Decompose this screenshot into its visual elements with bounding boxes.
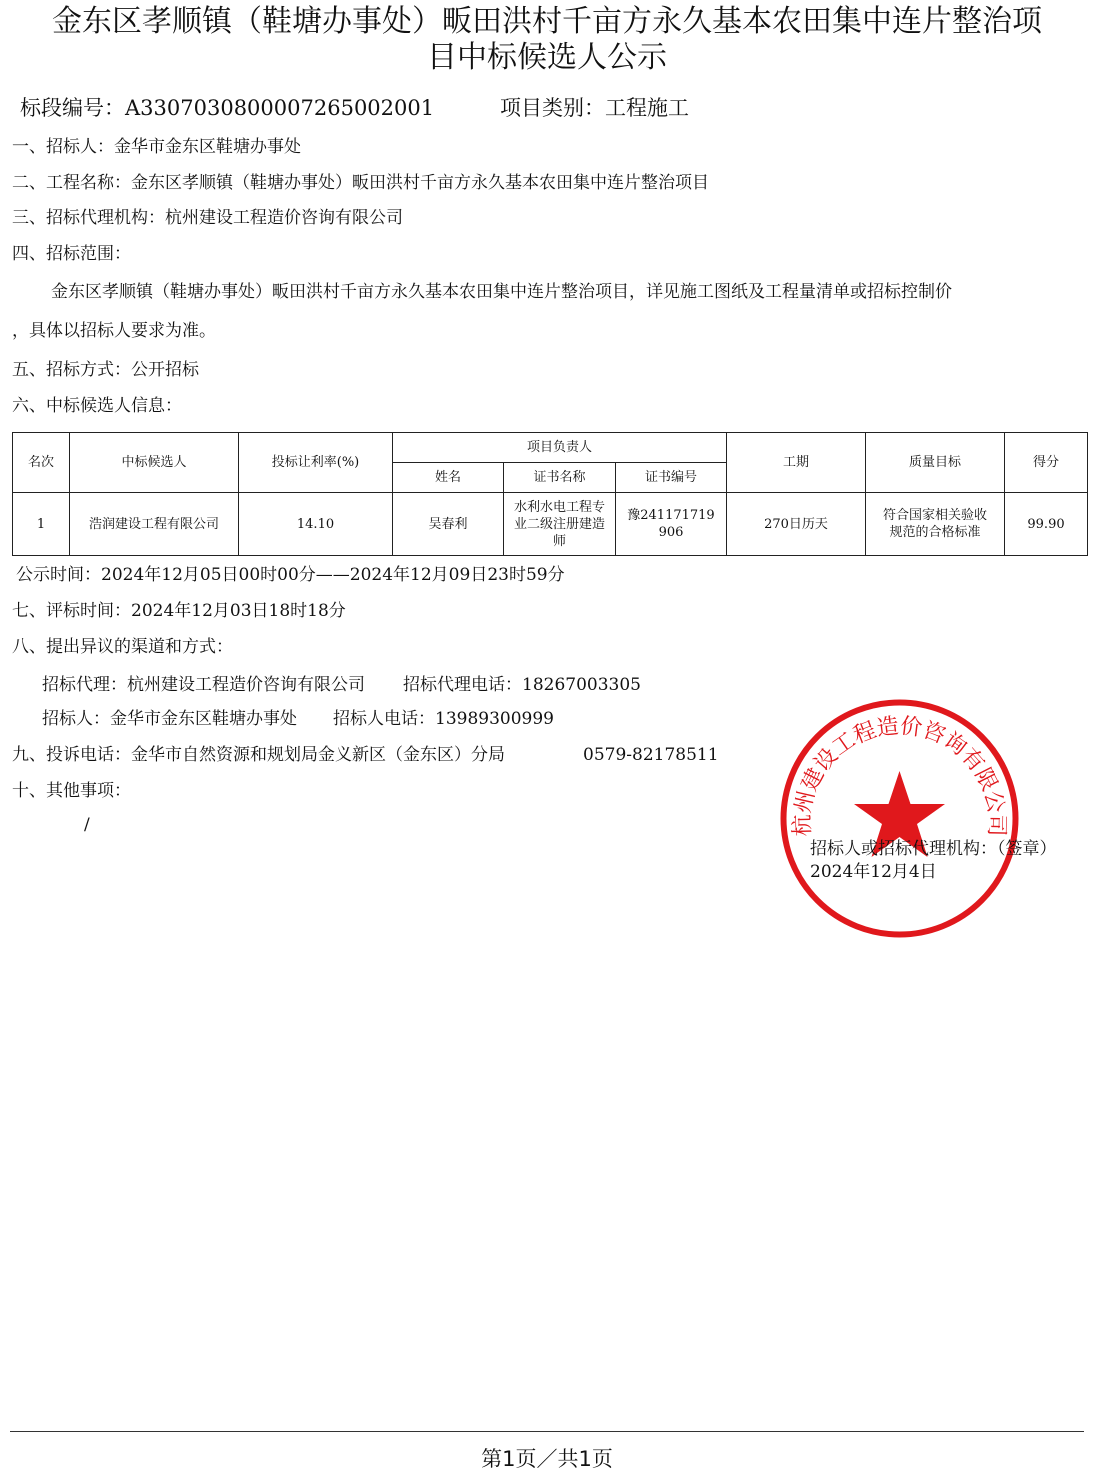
candidate-table [12, 432, 1088, 556]
header-period: 工期 [727, 433, 866, 493]
item-complaint [12, 744, 719, 766]
header-quality: 质量目标 [866, 433, 1005, 493]
tenderer-phone: 招标人电话：13989300999 [333, 709, 554, 729]
scope-text-line-2: ，具体以招标人要求为准。 [12, 321, 216, 341]
cell-quality: 符合国家相关验收规范的合格标准 [866, 493, 1005, 556]
header-rank: 名次 [13, 433, 70, 493]
table-row [13, 493, 1088, 556]
complaint-office: 九、投诉电话：金华市自然资源和规划局金义新区（金东区）分局 [12, 745, 505, 765]
item-project-name: 二、工程名称：金东区孝顺镇（鞋塘办事处）畈田洪村千亩方永久基本农田集中连片整治项目 [12, 173, 709, 193]
footer-divider [10, 1431, 1084, 1432]
item-method: 五、招标方式：公开招标 [12, 360, 199, 380]
header-cert-no: 证书编号 [616, 463, 727, 493]
cell-period: 270日历天 [727, 493, 866, 556]
sign-date: 2024年12月4日 [810, 862, 937, 882]
item-other: 十、其他事项： [12, 781, 131, 801]
cell-rank: 1 [13, 493, 70, 556]
cell-cert-no: 豫241171719906 [616, 493, 727, 556]
title-line-2: 目中标候选人公示 [427, 40, 667, 75]
item-tenderer: 一、招标人：金华市金东区鞋塘办事处 [12, 137, 301, 157]
cell-candidate: 浩润建设工程有限公司 [70, 493, 239, 556]
header-rate: 投标让利率(%) [239, 433, 393, 493]
cell-rate: 14.10 [239, 493, 393, 556]
section-number [20, 94, 434, 122]
item-candidate-info: 六、中标候选人信息： [12, 396, 182, 416]
publicity-time: 公示时间：2024年12月05日00时00分——2024年12月09日23时59分 [16, 565, 565, 585]
seal-text-path: 杭州建设工程造价咨询有限公司 [790, 713, 1009, 837]
header-candidate: 中标候选人 [70, 433, 239, 493]
item-objection: 八、提出异议的渠道和方式： [12, 637, 233, 657]
item-agency: 三、招标代理机构：杭州建设工程造价咨询有限公司 [12, 208, 403, 228]
header-score: 得分 [1005, 433, 1088, 493]
agent-contact [42, 674, 641, 696]
scope-text-line-1: 金东区孝顺镇（鞋塘办事处）畈田洪村千亩方永久基本农田集中连片整治项目，详见施工图纸及工程量清单或招标控制价 [51, 282, 952, 302]
cell-cert-name: 水利水电工程专业二级注册建造师 [504, 493, 616, 556]
other-value: / [84, 815, 90, 835]
section-number-value: A3307030800007265002001 [125, 96, 435, 120]
header-cert-name: 证书名称 [504, 463, 616, 493]
tenderer-contact [42, 708, 554, 730]
table-header-row [13, 433, 1088, 463]
project-category [500, 94, 689, 122]
item-evaluation-time: 七、评标时间：2024年12月03日18时18分 [12, 601, 346, 621]
cell-name: 吴春利 [393, 493, 504, 556]
page-number: 第1页／共1页 [481, 1447, 613, 1471]
header-manager: 项目负责人 [393, 433, 727, 463]
agent-label: 招标代理：杭州建设工程造价咨询有限公司 [42, 675, 365, 695]
complaint-phone: 0579-82178511 [583, 745, 719, 765]
cell-score: 99.90 [1005, 493, 1088, 556]
item-scope: 四、招标范围： [12, 244, 131, 264]
section-number-label: 标段编号： [20, 96, 125, 120]
header-name: 姓名 [393, 463, 504, 493]
title-line-1: 金东区孝顺镇（鞋塘办事处）畈田洪村千亩方永久基本农田集中连片整治项 [52, 4, 1042, 39]
tenderer-label: 招标人：金华市金东区鞋塘办事处 [42, 709, 297, 729]
project-category-value: 工程施工 [605, 96, 689, 120]
project-category-label: 项目类别： [500, 96, 605, 120]
official-seal [778, 697, 1021, 940]
sign-label: 招标人或招标代理机构：（签章） [810, 839, 1057, 859]
document-title [10, 4, 1084, 76]
agent-phone: 招标代理电话：18267003305 [403, 675, 641, 695]
